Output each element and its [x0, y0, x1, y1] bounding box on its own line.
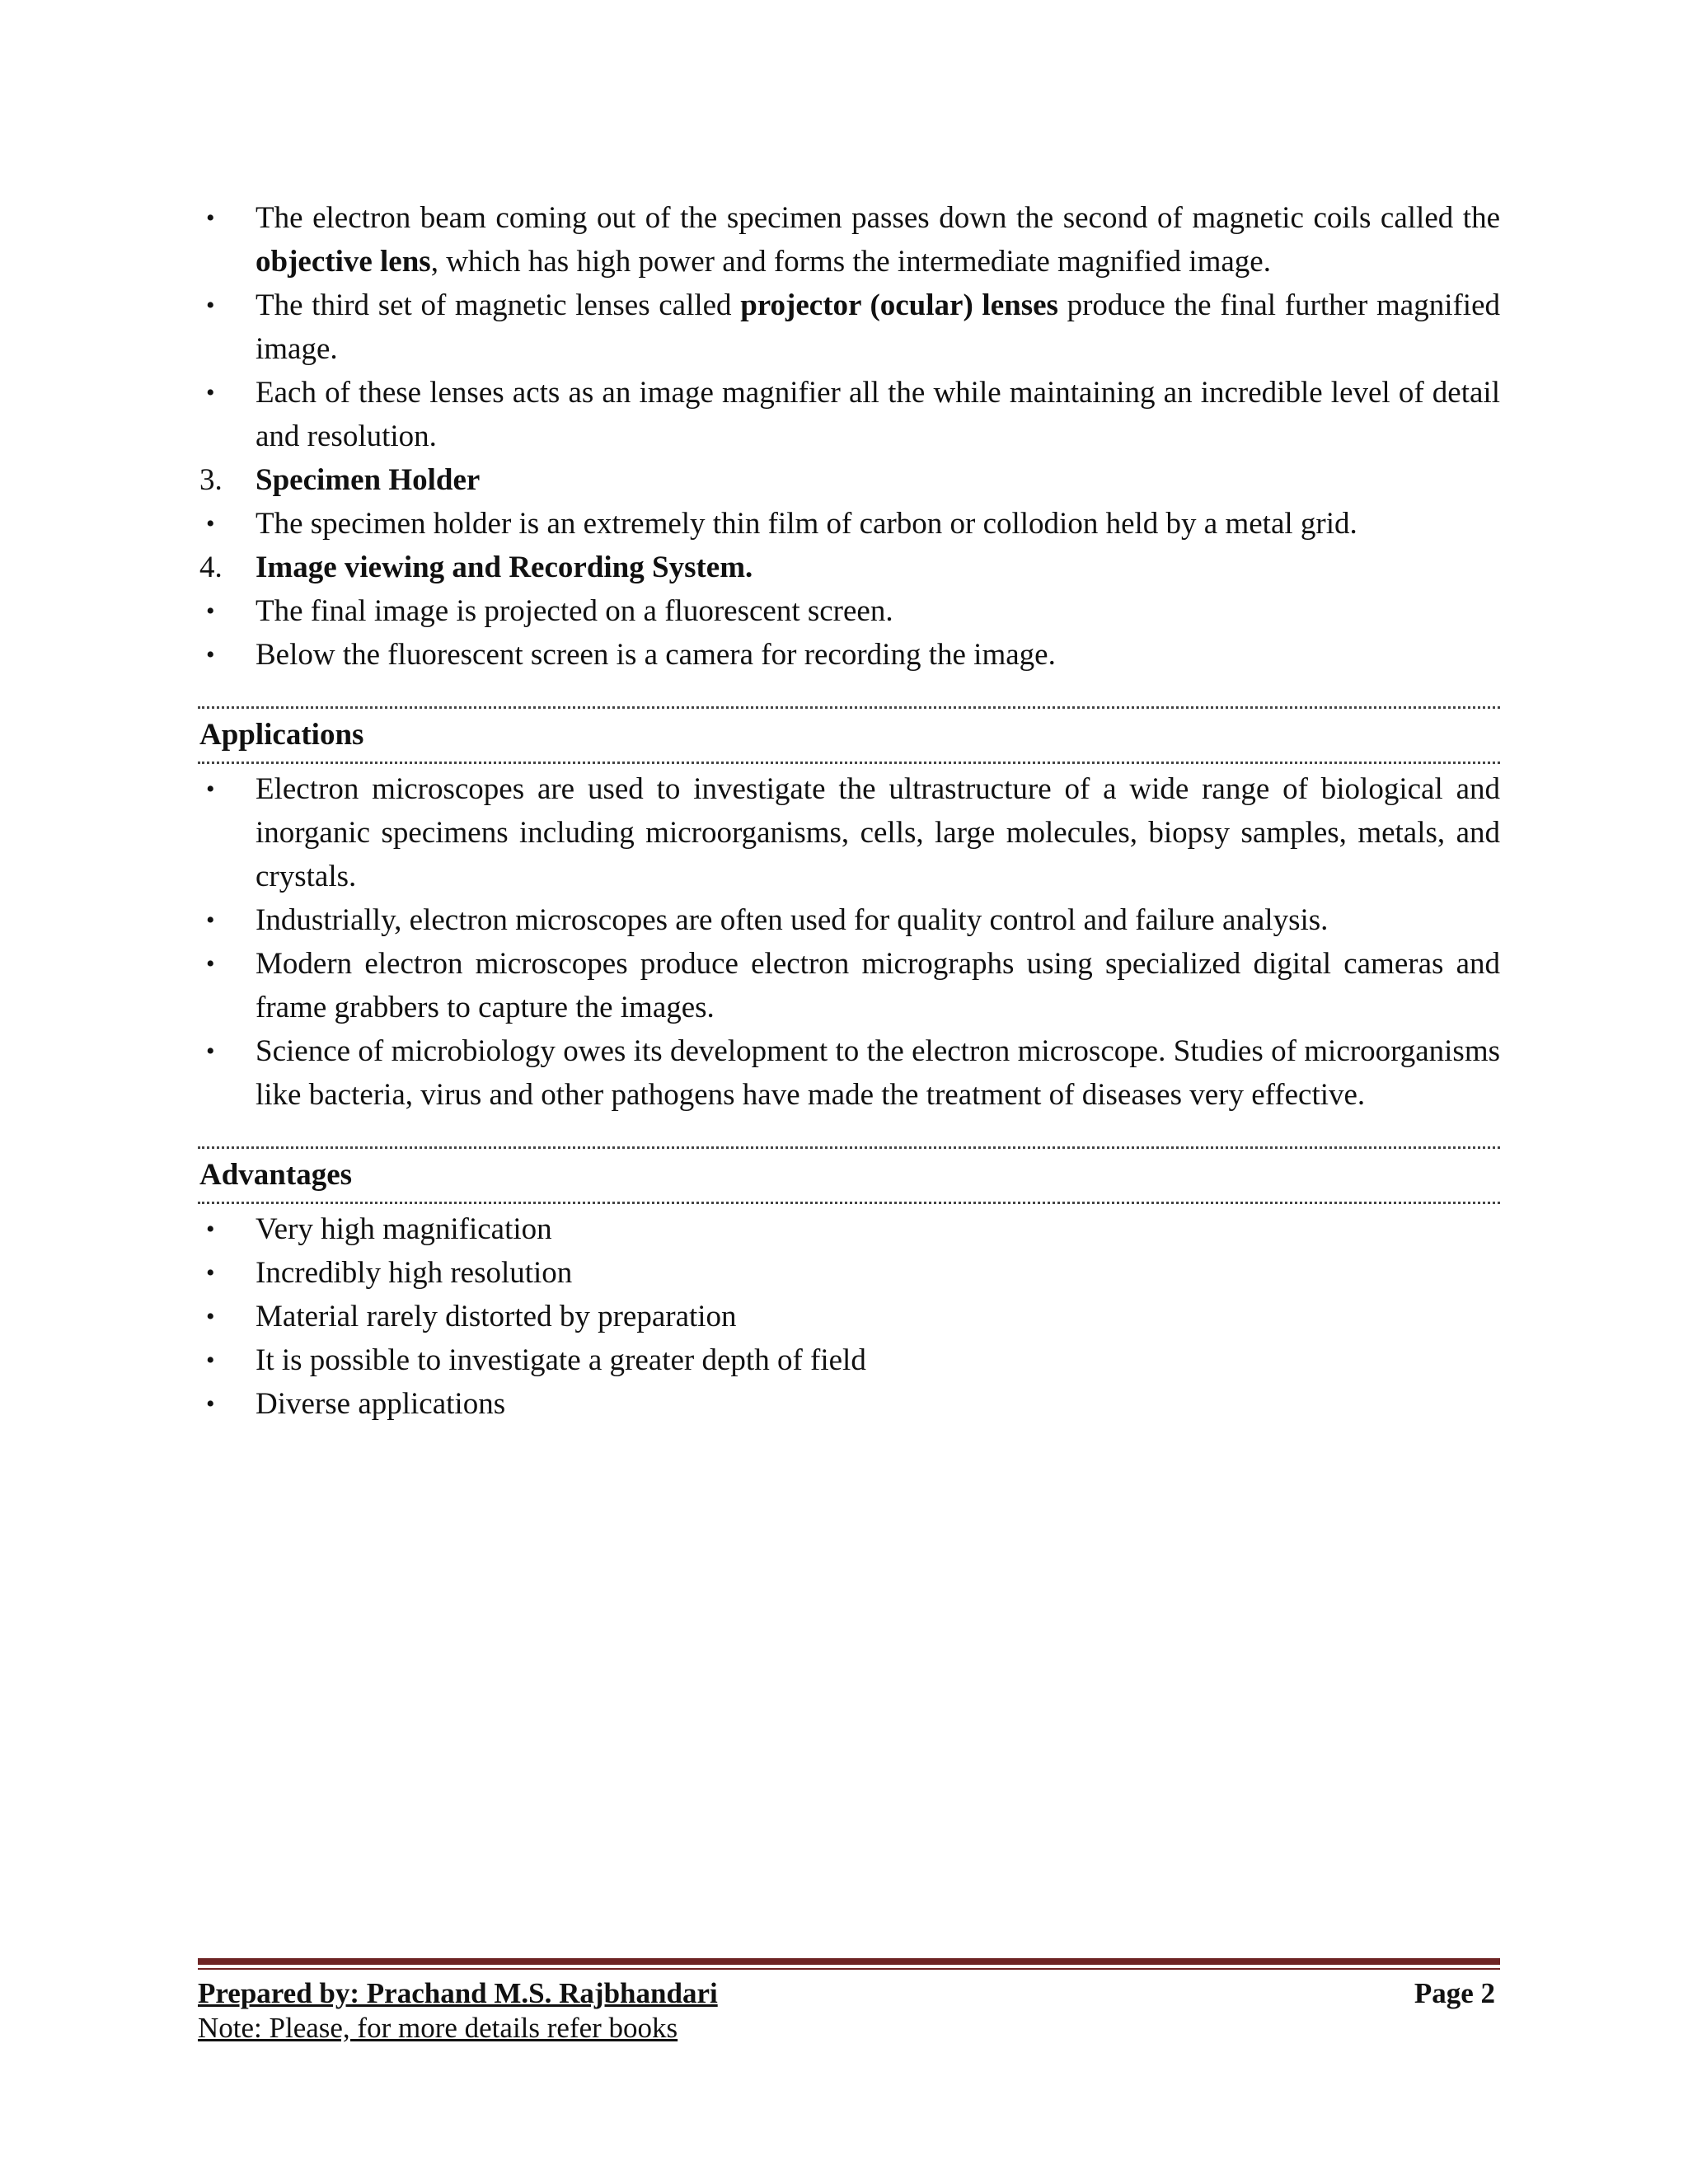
advantages-section [198, 1146, 1500, 1426]
term-projector-lenses: projector (ocular) lenses [740, 288, 1058, 322]
list-number: 4. [199, 551, 223, 584]
list-item-text: The final image is projected on a fluorescent screen. [256, 594, 893, 628]
list-item-text: Each of these lenses acts as an image magnifier all the while maintaining an incredible level of detail and resolution. [256, 376, 1500, 453]
list-item-text: Below the fluorescent screen is a camera for recording the image. [256, 638, 1056, 672]
footer-rule-thin [198, 1968, 1500, 1970]
list-item [198, 502, 1500, 546]
list-item [198, 371, 1500, 458]
list-item: • Modern electron microscopes produce electron micrographs using specialized digital cameras and frame grabbers to capture the images. [198, 942, 1500, 1029]
list-item [198, 284, 1500, 371]
applications-list [198, 767, 1500, 1117]
section-heading-applications: Applications [198, 706, 1500, 764]
term-objective-lens: objective lens [256, 245, 431, 279]
page-footer [198, 1958, 1500, 2046]
list-item-text: The electron beam coming out of the specimen passes down the second of magnetic coils called the [256, 201, 1500, 235]
list-item [198, 589, 1500, 633]
document-body [198, 196, 1500, 1426]
list-item: • Material rarely distorted by preparation [198, 1295, 1500, 1338]
list-item: • Science of microbiology owes its development to the electron microscope. Studies of microorganisms like bacteria, virus and other pathogens have made the treatment of diseases very effective. [198, 1029, 1500, 1117]
footer-rule-thick [198, 1958, 1500, 1965]
footer-page-number: Page 2 [1414, 1977, 1495, 2009]
list-item-text: , which has high power and forms the intermediate magnified image. [430, 245, 1271, 279]
section-heading-advantages: Advantages [198, 1146, 1500, 1204]
list-item-text: The specimen holder is an extremely thin film of carbon or collodion held by a metal grid. [256, 507, 1357, 541]
advantages-list [198, 1207, 1500, 1426]
numbered-heading-image-viewing [198, 546, 1500, 589]
list-item: • It is possible to investigate a greater depth of field [198, 1338, 1500, 1382]
list-number: 3. [199, 463, 223, 497]
numbered-heading-text: Image viewing and Recording System. [256, 551, 753, 584]
list-item-text: produce the final further magnified image. [256, 288, 1501, 366]
list-item-text: The third set of magnetic lenses called [256, 288, 741, 322]
list-item: • Diverse applications [198, 1382, 1500, 1426]
applications-section [198, 706, 1500, 1117]
list-item: • Electron microscopes are used to investigate the ultrastructure of a wide range of biological and inorganic specimens including microorganisms, cells, large molecules, biopsy samples, metals, and crystals. [198, 767, 1500, 898]
list-item [198, 633, 1500, 677]
footer-note: Note: Please, for more details refer books [198, 2012, 678, 2044]
list-item: • Industrially, electron microscopes are often used for quality control and failure analysis. [198, 898, 1500, 942]
footer-row [198, 1976, 1500, 2011]
list-item [198, 196, 1500, 284]
footer-prepared-by: Prepared by: Prachand M.S. Rajbhandari [198, 1977, 718, 2009]
numbered-heading-specimen-holder [198, 458, 1500, 502]
list-item: • Incredibly high resolution [198, 1251, 1500, 1295]
numbered-heading-text: Specimen Holder [256, 463, 481, 497]
list-item: • Very high magnification [198, 1207, 1500, 1251]
lens-bullet-list [198, 196, 1500, 677]
